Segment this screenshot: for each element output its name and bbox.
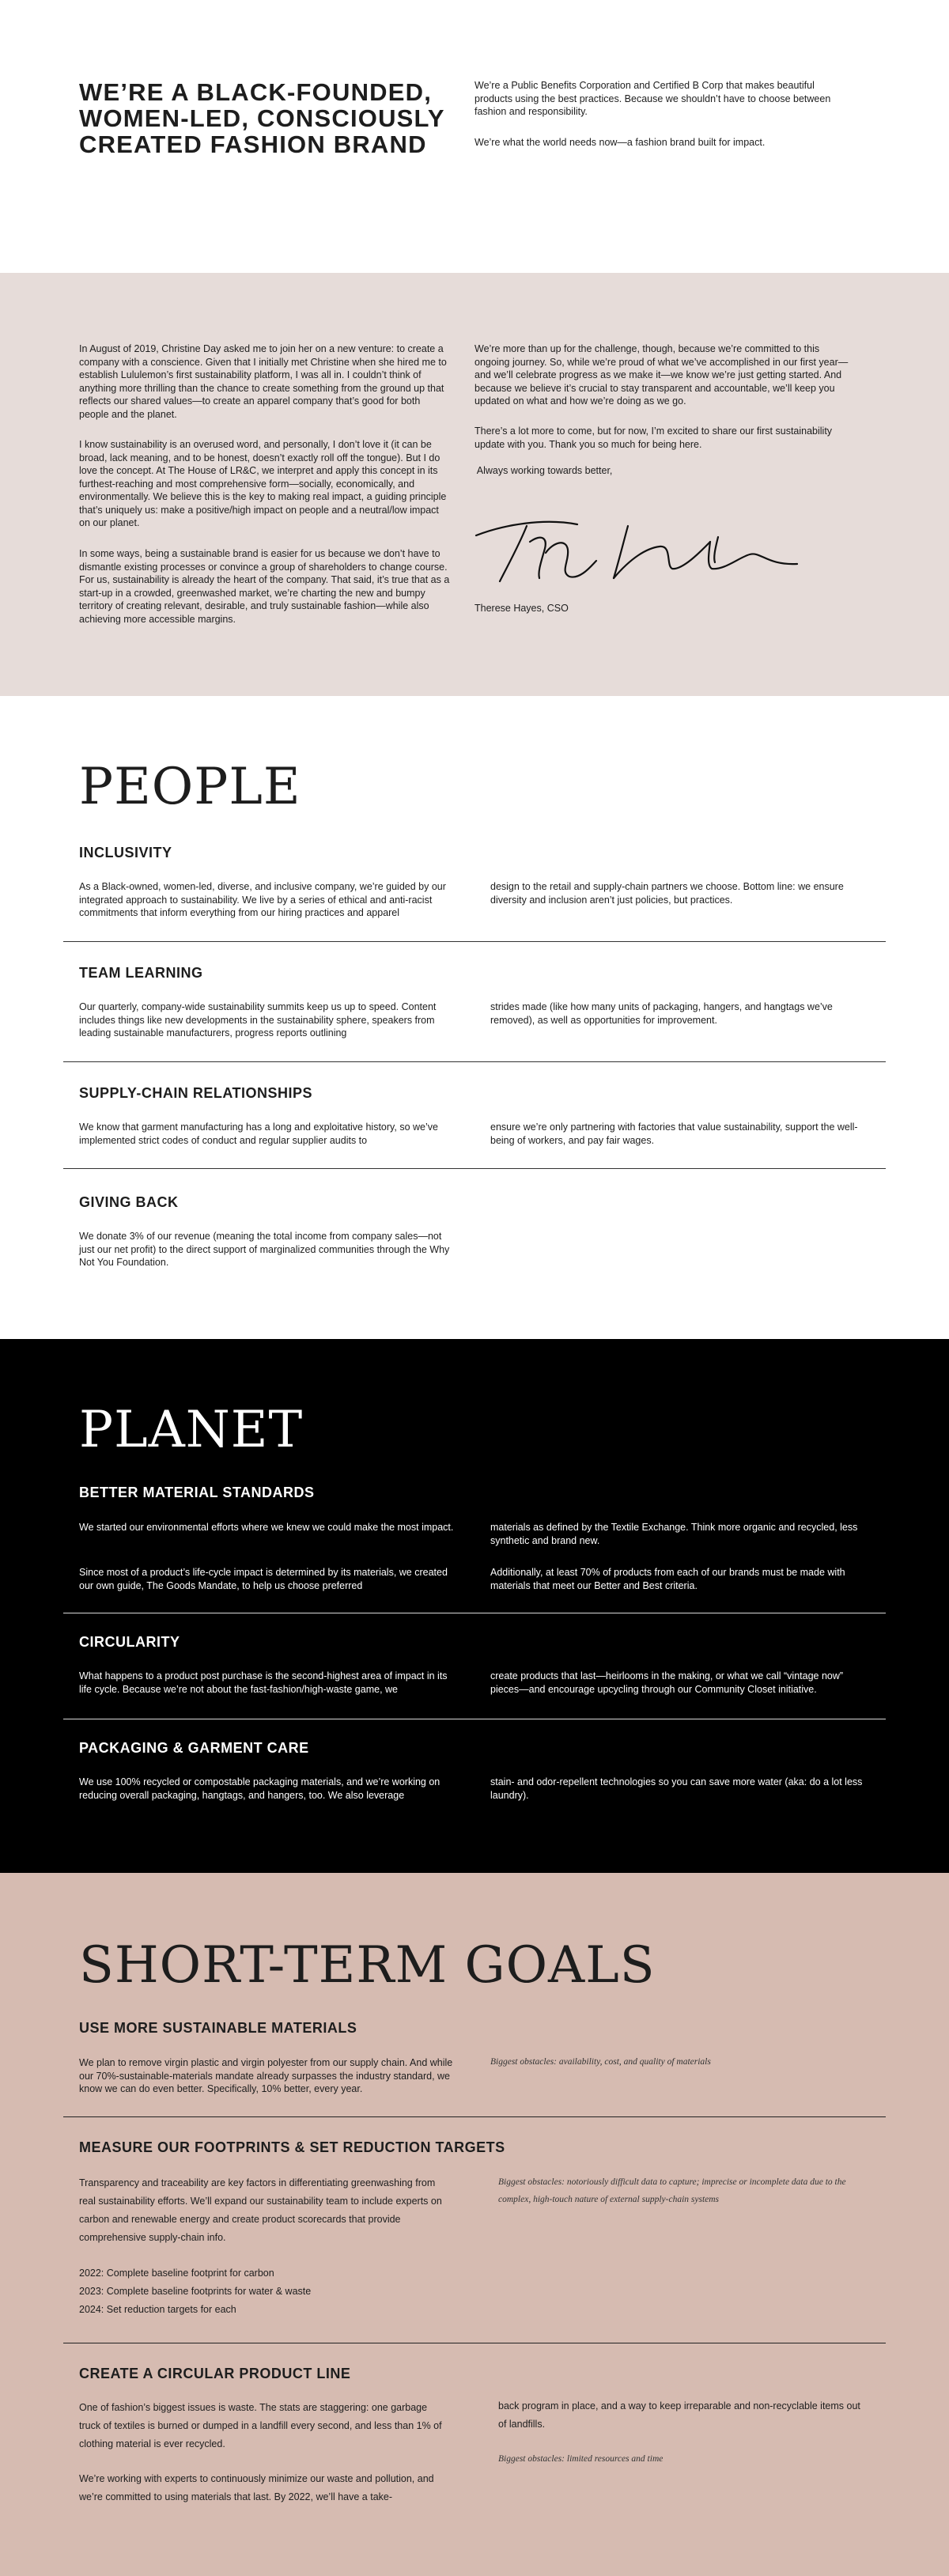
- item-text: ensure we’re only partnering with factories that value sustainability, support the well-being of workers, and pay fair wages.: [490, 1122, 858, 1146]
- letter-paragraph: I know sustainability is an overused word, and personally, I don’t love it (it can be broad, lack meaning, and to be honest, doesn’t exactly roll off the tongue). But I do love the concept. At The House of LR&C, we interpret and apply this concept in its furthest-reaching and most comprehensive form—socially, economically, and environmentally. We believe this is the key to making real impact, a guiding principle that’s uniquely us: make a positive/high impact on people and a neutral/low impact on our planet.: [79, 439, 447, 528]
- item-text: stain- and odor-repellent technologies so you can save more water (aka: do a lot less laundry).: [490, 1776, 863, 1801]
- item-title: GIVING BACK: [79, 1194, 179, 1210]
- item-title: MEASURE OUR FOOTPRINTS & SET REDUCTION TARGETS: [79, 2139, 505, 2155]
- item-text: We’re working with experts to continuously minimize our waste and pollution, and we’re committed to using materials that last. By 2022, we’ll have a take-: [79, 2473, 434, 2502]
- item-text: What happens to a product post purchase is the second-highest area of impact in its life cycle. Because we’re not about the fast-fashion/high-waste game, we: [79, 1670, 448, 1695]
- item-title: SUPPLY-CHAIN RELATIONSHIPS: [79, 1085, 313, 1101]
- targets-list: [79, 2264, 459, 2319]
- item-title: CREATE A CIRCULAR PRODUCT LINE: [79, 2366, 351, 2381]
- item-title: INCLUSIVITY: [79, 845, 172, 861]
- item-title: BETTER MATERIAL STANDARDS: [79, 1485, 315, 1500]
- divider: [63, 1168, 886, 1169]
- target-item: 2024: Set reduction targets for each: [79, 2304, 236, 2315]
- letter-paragraph: In August of 2019, Christine Day asked me to join her on a new venture: to create a company with a conscience. Given that I initially met Christine when she hired me to establish Lululemon’s first sustainability platform, I was all in. I couldn’t think of anything more thrilling than the chance to create something from the ground up that reflects our shared values—to create an apparel company that’s good for both people and the planet.: [79, 343, 447, 420]
- item-text: We plan to remove virgin plastic and virgin polyester from our supply chain. And while our 70%-sustainable-materials mandate already surpasses the industry standard, we know we can do even better. Specifically, 10% better, every year.: [79, 2057, 453, 2094]
- obstacles-note: Biggest obstacles: availability, cost, and quality of materials: [490, 2057, 711, 2067]
- divider: [63, 2116, 886, 2117]
- item-title: CIRCULARITY: [79, 1634, 180, 1650]
- signature-name: Therese Hayes, CSO: [475, 603, 569, 614]
- signature-image: [473, 502, 805, 589]
- item-text: Additionally, at least 70% of products from each of our brands must be made with materials that meet our Better and Best criteria.: [490, 1567, 845, 1591]
- item-text: materials as defined by the Textile Exchange. Think more organic and recycled, less synthetic and brand new.: [490, 1522, 858, 1546]
- letter-paragraph: In some ways, being a sustainable brand is easier for us because we don’t have to dismantle existing processes or convince a group of shareholders to change course. For us, sustainability is already the heart of the company. That said, it’s true that as a start-up in a crowded, greenwashed market, we’re charting the new and bumpy territory of creating relevant, desirable, and truly sustainable fashion—while also achieving more accessible margins.: [79, 548, 450, 625]
- item-text: We use 100% recycled or compostable packaging materials, and we’re working on reducing overall packaging, hangtags, and hangers, too. We also leverage: [79, 1776, 440, 1801]
- intro-title: WE’RE A BLACK-FOUNDED, WOMEN-LED, CONSCIOUSLY CREATED FASHION BRAND: [79, 78, 445, 158]
- obstacles-note: Biggest obstacles: limited resources and time: [498, 2454, 664, 2464]
- divider: [63, 1061, 886, 1062]
- item-text: design to the retail and supply-chain partners we choose. Bottom line: we ensure diversity and inclusion aren’t just policies, but practices.: [490, 881, 844, 906]
- item-text: Since most of a product’s life-cycle impact is determined by its materials, we created our own guide, The Goods Mandate, to help us choose preferred: [79, 1567, 448, 1591]
- item-text: Our quarterly, company-wide sustainability summits keep us up to speed. Content includes things like new developments in the sustainability sphere, speakers from leading sustainable manufacturers, progress reports outlining: [79, 1001, 437, 1038]
- target-item: 2023: Complete baseline footprints for water & waste: [79, 2286, 312, 2297]
- item-text: Transparency and traceability are key factors in differentiating greenwashing from real sustainability efforts. We’ll expand our sustainability team to include experts on carbon and renewable energy and create product scorecards that provide comprehensive supply-chain info.: [79, 2177, 442, 2243]
- planet-section: [0, 1339, 949, 1873]
- item-text: One of fashion’s biggest issues is waste. The stats are staggering: one garbage truck of textiles is burned or dumped in a landfill every second, and less than 1% of clothing material is ever recycled.: [79, 2402, 442, 2449]
- goals-title: SHORT-TERM GOALS: [79, 1936, 656, 1995]
- people-section: [0, 696, 949, 1339]
- item-text: We started our environmental efforts where we knew we could make the most impact.: [79, 1522, 454, 1533]
- item-text: We donate 3% of our revenue (meaning the total income from company sales—not just our net profit) to the direct support of marginalized communities through the Why Not You Foundation.: [79, 1231, 450, 1268]
- item-text: strides made (like how many units of packaging, hangers, and hangtags we’ve removed), as well as opportunities for improvement.: [490, 1001, 833, 1026]
- letter-paragraph: We’re more than up for the challenge, though, because we’re committed to this ongoing journey. So, while we’re proud of what we’ve accomplished in our first year—and we’ll celebrate progress as we make it—we know we’re just getting started. And because we believe it’s crucial to stay transparent and accountable, we’ll keep you updated on what and how we’re doing as we go.: [475, 343, 849, 407]
- item-text: As a Black-owned, women-led, diverse, and inclusive company, we’re guided by our integrated approach to sustainability. We live by a series of ethical and anti-racist commitments that inform everything from our hiring practices and apparel: [79, 881, 446, 918]
- cso-letter-section: [0, 273, 949, 696]
- item-text: back program in place, and a way to keep irreparable and non-recyclable items out of landfills.: [498, 2400, 860, 2430]
- planet-title: PLANET: [79, 1401, 304, 1459]
- item-text: create products that last—heirlooms in the making, or what we call “vintage now” pieces—and encourage upcycling through our Community Closet initiative.: [490, 1670, 844, 1695]
- target-item: 2022: Complete baseline footprint for carbon: [79, 2268, 274, 2279]
- intro-paragraph: We’re a Public Benefits Corporation and Certified B Corp that makes beautiful products using the best practices. Because we shouldn’t have to choose between fashion and responsibility.: [475, 80, 831, 117]
- goals-section: [0, 1873, 949, 2576]
- people-title: PEOPLE: [79, 758, 301, 816]
- item-text: We know that garment manufacturing has a long and exploitative history, so we’ve implemented strict codes of conduct and regular supplier audits to: [79, 1122, 438, 1146]
- item-title: PACKAGING & GARMENT CARE: [79, 1740, 309, 1756]
- intro-tagline: We’re what the world needs now—a fashion brand built for impact.: [475, 137, 766, 148]
- item-title: USE MORE SUSTAINABLE MATERIALS: [79, 2020, 357, 2036]
- obstacles-note: Biggest obstacles: notoriously difficult data to capture; imprecise or incomplete data due to the complex, high-touch nature of external supply-chain systems: [498, 2177, 846, 2204]
- intro-section: [0, 0, 949, 273]
- item-title: TEAM LEARNING: [79, 965, 203, 981]
- divider: [63, 941, 886, 942]
- letter-paragraph: There’s a lot more to come, but for now, I’m excited to share our first sustainability update with you. Thank you so much for being here.: [475, 426, 833, 450]
- letter-closing: Always working towards better,: [475, 465, 613, 476]
